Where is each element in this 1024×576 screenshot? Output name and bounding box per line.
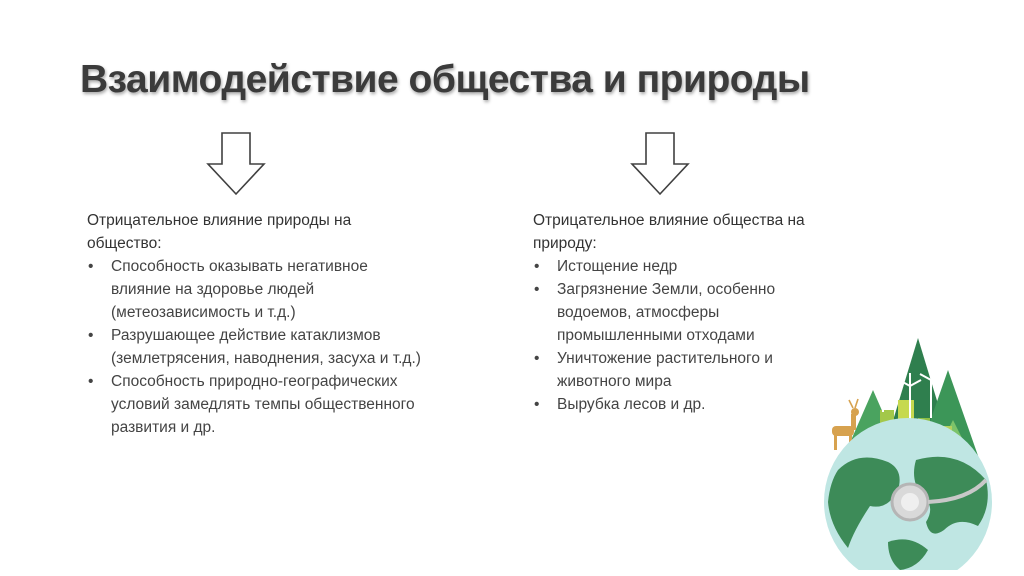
right-column-list	[533, 255, 823, 416]
list-item: • Способность природно-географических условий замедлять темпы общественного развития и др.	[87, 370, 427, 439]
down-arrow-icon	[629, 131, 691, 197]
eco-earth-illustration	[818, 330, 998, 570]
right-column-heading: Отрицательное влияние общества на природу:	[533, 212, 805, 252]
slide-title: Взаимодействие общества и природы	[80, 58, 810, 101]
right-column	[533, 209, 823, 416]
list-item: • Уничтожение растительного и животного мира	[533, 347, 823, 393]
list-item: • Способность оказывать негативное влияние на здоровье людей (метеозависимость и т.д.)	[87, 255, 427, 324]
left-column-list	[87, 255, 427, 439]
list-item: • Истощение недр	[533, 255, 823, 278]
left-column	[87, 209, 427, 439]
list-item: • Загрязнение Земли, особенно водоемов, атмосферы промышленными отходами	[533, 278, 823, 347]
left-column-heading: Отрицательное влияние природы на общество:	[87, 212, 352, 252]
list-item: • Разрушающее действие катаклизмов (землетрясения, наводнения, засуха и т.д.)	[87, 324, 427, 370]
down-arrow-icon	[205, 131, 267, 197]
list-item: • Вырубка лесов и др.	[533, 393, 823, 416]
